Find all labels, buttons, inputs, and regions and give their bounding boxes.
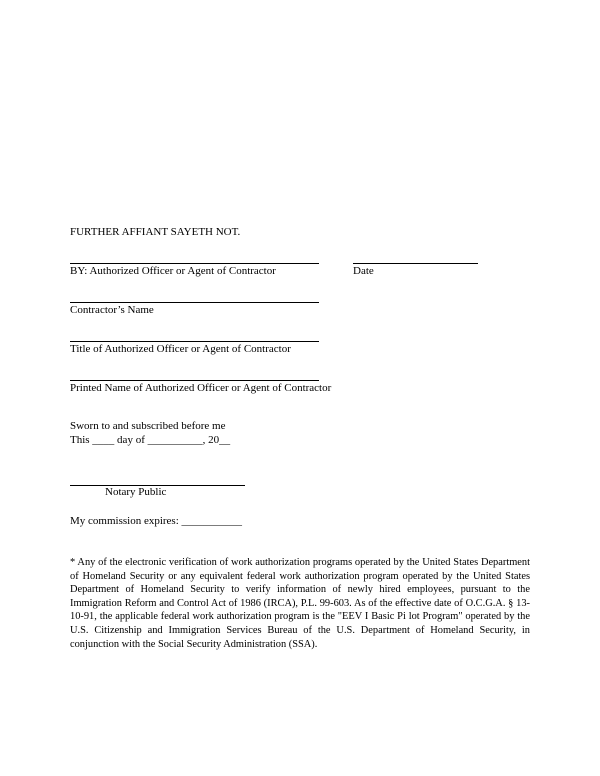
further-affiant-text: FURTHER AFFIANT SAYETH NOT. bbox=[70, 226, 241, 238]
printed-name-label: Printed Name of Authorized Officer or Agent of Contractor bbox=[70, 382, 332, 394]
contractor-name-line bbox=[70, 302, 319, 303]
contractor-name-label: Contractor’s Name bbox=[70, 304, 154, 316]
sworn-text: Sworn to and subscribed before me bbox=[70, 420, 226, 432]
by-label: BY: Authorized Officer or Agent of Contractor bbox=[70, 265, 276, 277]
notary-public-label: Notary Public bbox=[105, 486, 167, 498]
date-signature-line bbox=[353, 263, 478, 264]
commission-expires-text: My commission expires: ___________ bbox=[70, 515, 243, 527]
this-day-text: This ____ day of __________, 20__ bbox=[70, 434, 231, 446]
by-signature-line bbox=[70, 263, 319, 264]
date-label: Date bbox=[353, 265, 374, 277]
title-line bbox=[70, 341, 319, 342]
title-label: Title of Authorized Officer or Agent of Contractor bbox=[70, 343, 291, 355]
footnote-text: * Any of the electronic verification of work authorization programs operated by the United States Department of Homeland Security or any equivalent federal work authorization program operated by the United States Department of Homeland Security to verify information of newly hired employees, pursuant to the Immigration Reform and Control Act of 1986 (IRCA), P.L. 99-603. As of the effective date of O.C.G.A. § 13-10-91, the applicable federal work authorization program is the "EEV I Basic Pi lot Program" operated by the U.S. Citizenship and Immigration Services Bureau of the U.S. Department of Homeland Security, in conjunction with the Social Security Administration (SSA). bbox=[70, 557, 530, 650]
printed-name-line bbox=[70, 380, 319, 381]
